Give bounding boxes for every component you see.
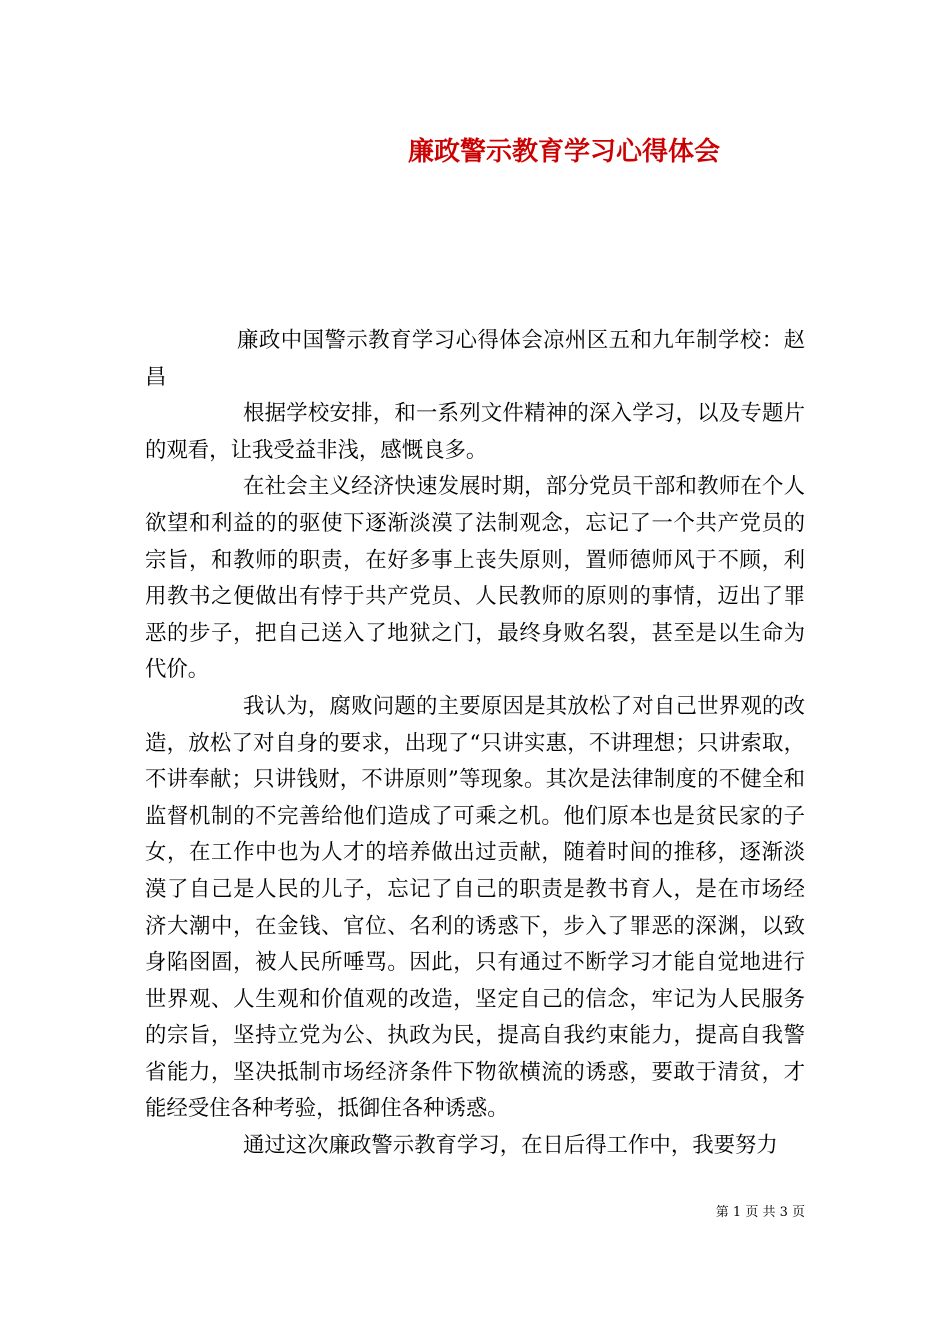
body-paragraph-1: 根据学校安排，和一系列文件精神的深入学习，以及专题片的观看，让我受益非浅，感慨良多。: [145, 401, 805, 463]
author-line: 廉政中国警示教育学习心得体会凉州区五和九年制学校：赵昌: [145, 328, 805, 390]
page-number: 第 1 页 共 3 页: [715, 1205, 805, 1220]
document-body: [145, 323, 805, 1165]
body-paragraph-4: 通过这次廉政警示教育学习，在日后得工作中，我要努力: [243, 1133, 778, 1159]
document-title: 廉政警示教育学习心得体会: [407, 137, 720, 167]
body-paragraph-2: 在社会主义经济快速发展时期，部分党员干部和教师在个人欲望和利益的的驱使下逐渐淡漠了法制观念，忘记了一个共产党员的宗旨，和教师的职责，在好多事上丧失原则，置师德师风于不顾，利用教书之便做出有悖于共产党员、人民教师的原则的事情，迈出了罪恶的步子，把自己送入了地狱之门，最终身败名裂，甚至是以生命为代价。: [145, 474, 805, 683]
body-paragraph-3: 我认为，腐败问题的主要原因是其放松了对自己世界观的改造，放松了对自身的要求，出现了“只讲实惠，不讲理想；只讲索取，不讲奉献；只讲钱财，不讲原则”等现象。其次是法律制度的不健全和监督机制的不完善给他们造成了可乘之机。他们原本也是贫民家的子女，在工作中也为人才的培养做出过贡献，随着时间的推移，逐渐淡漠了自己是人民的儿子，忘记了自己的职责是教书育人，是在市场经济大潮中，在金钱、官位、名利的诱惑下，步入了罪恶的深渊，以致身陷囹圄，被人民所唾骂。因此，只有通过不断学习才能自觉地进行世界观、人生观和价值观的改造，坚定自己的信念，牢记为人民服务的宗旨，坚持立党为公、执政为民，提高自我约束能力，提高自我警省能力，坚决抵制市场经济条件下物欲横流的诱惑，要敢于清贫，才能经受住各种考验，抵御住各种诱惑。: [145, 693, 805, 1122]
